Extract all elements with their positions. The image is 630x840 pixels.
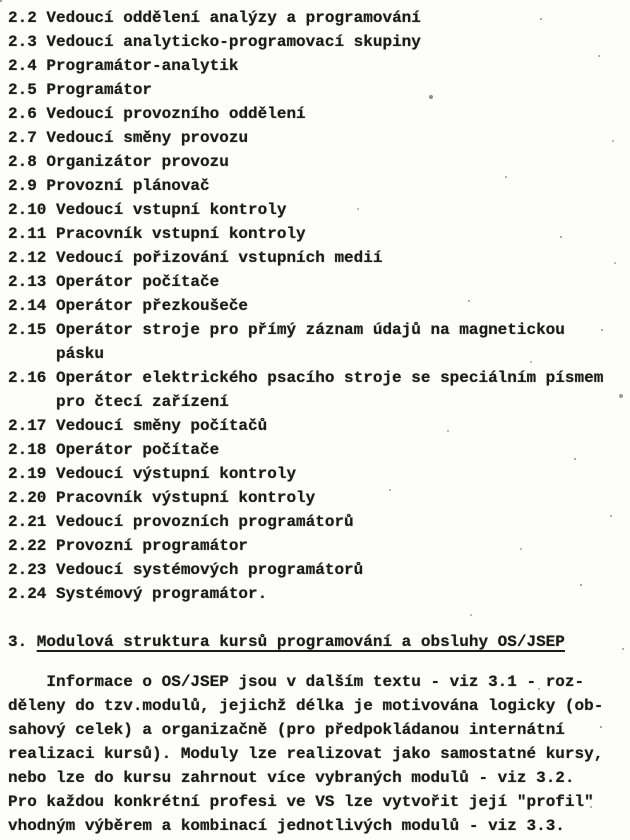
- item-text: Vedoucí provozních programátorů: [56, 513, 354, 531]
- item-text: Vedoucí pořizování vstupních medií: [56, 249, 383, 267]
- item-number: 2.23: [8, 561, 47, 579]
- list-line: [8, 78, 626, 102]
- list-line: [8, 6, 626, 30]
- item-number: 2.3: [8, 33, 37, 51]
- list-line: [8, 174, 626, 198]
- item-number: 2.7: [8, 129, 37, 147]
- list-line: [8, 318, 626, 342]
- list-line: [8, 222, 626, 246]
- paragraph-line: Pro každou konkrétní profesi ve VS lze vytvořit její "profil": [8, 793, 594, 811]
- paragraph-line: realizaci kursů). Moduly lze realizovat jako samostatné kursy,: [8, 745, 604, 763]
- paragraph-line: nebo lze do kursu zahrnout více vybraných modulů - viz 3.2.: [8, 769, 575, 787]
- list-line: [8, 246, 626, 270]
- item-text: Vedoucí směny počítačů: [56, 417, 268, 435]
- profession-list: [8, 6, 626, 606]
- item-number: 2.21: [8, 513, 47, 531]
- item-text: Programátor: [46, 81, 153, 99]
- item-text: Programátor-analytik: [46, 57, 239, 75]
- list-line: [8, 54, 626, 78]
- list-line: [8, 270, 626, 294]
- item-text: Vedoucí provozního oddělení: [46, 105, 306, 123]
- list-line: [8, 438, 626, 462]
- item-text: Operátor přezkoušeče: [56, 297, 249, 315]
- item-number: 2.19: [8, 465, 47, 483]
- item-text: pro čtecí zařízení: [56, 393, 229, 411]
- item-number: 2.10: [8, 201, 47, 219]
- list-line: [8, 150, 626, 174]
- item-number: 2.8: [8, 153, 37, 171]
- list-line: [8, 534, 626, 558]
- list-line: [8, 582, 626, 606]
- item-number: 2.18: [8, 441, 47, 459]
- list-line: [8, 30, 626, 54]
- item-number: 2.11: [8, 225, 47, 243]
- paragraph-line: sahový celek) a organizačně (pro předpokládanou internátní: [8, 721, 565, 739]
- item-text: Operátor stroje pro přímý záznam údajů na magnetickou: [56, 321, 565, 339]
- list-line: [8, 558, 626, 582]
- body-paragraph: [8, 670, 626, 838]
- list-line: [8, 294, 626, 318]
- section-heading: [8, 630, 626, 654]
- paragraph-line: děleny do tzv.modulů, jejichž délka je motivována logicky (ob-: [8, 697, 604, 715]
- item-text: Operátor elektrického psacího stroje se speciálním písmem: [56, 369, 604, 387]
- item-number: 2.6: [8, 105, 37, 123]
- item-text: Organizátor provozu: [46, 153, 229, 171]
- item-text: pásku: [56, 345, 105, 363]
- item-text: Vedoucí směny provozu: [46, 129, 249, 147]
- item-number: 2.5: [8, 81, 37, 99]
- item-text: Provozní programátor: [56, 537, 249, 555]
- item-number: 2.12: [8, 249, 47, 267]
- section-title: Modulová struktura kursů programování a obsluhy OS/JSEP: [36, 633, 565, 651]
- item-text: Vedoucí systémových programátorů: [56, 561, 364, 579]
- scan-noise-specks: [0, 0, 2, 2]
- list-line-continuation: [8, 390, 626, 414]
- item-text: Operátor počítače: [56, 273, 220, 291]
- item-text: Provozní plánovač: [46, 177, 210, 195]
- item-text: Vedoucí vstupní kontroly: [56, 201, 287, 219]
- list-line: [8, 366, 626, 390]
- item-number: 2.16: [8, 369, 47, 387]
- list-line: [8, 486, 626, 510]
- item-text: Systémový programátor.: [56, 585, 268, 603]
- list-line: [8, 510, 626, 534]
- item-number: 2.13: [8, 273, 47, 291]
- scanned-document-page: [8, 6, 626, 838]
- item-text: Vedoucí analyticko-programovací skupiny: [46, 33, 421, 51]
- item-number: 2.4: [8, 57, 37, 75]
- item-text: Vedoucí výstupní kontroly: [56, 465, 297, 483]
- item-number: 2.2: [8, 9, 37, 27]
- item-number: 2.9: [8, 177, 37, 195]
- item-number: 2.24: [8, 585, 47, 603]
- item-number: 2.22: [8, 537, 47, 555]
- list-line-continuation: [8, 342, 626, 366]
- item-number: 2.17: [8, 417, 47, 435]
- list-line: [8, 102, 626, 126]
- item-text: Pracovník výstupní kontroly: [56, 489, 316, 507]
- paragraph-line: Informace o OS/JSEP jsou v dalším textu - viz 3.1 - roz-: [46, 673, 585, 691]
- item-number: 2.20: [8, 489, 47, 507]
- paragraph-line: vhodným výběrem a kombinací jednotlivých modulů - viz 3.3.: [8, 817, 565, 835]
- list-line: [8, 462, 626, 486]
- section-number: 3.: [8, 633, 28, 651]
- item-text: Pracovník vstupní kontroly: [56, 225, 306, 243]
- item-number: 2.14: [8, 297, 47, 315]
- item-text: Vedoucí oddělení analýzy a programování: [46, 9, 421, 27]
- item-number: 2.15: [8, 321, 47, 339]
- list-line: [8, 414, 626, 438]
- item-text: Operátor počítače: [56, 441, 220, 459]
- list-line: [8, 198, 626, 222]
- list-line: [8, 126, 626, 150]
